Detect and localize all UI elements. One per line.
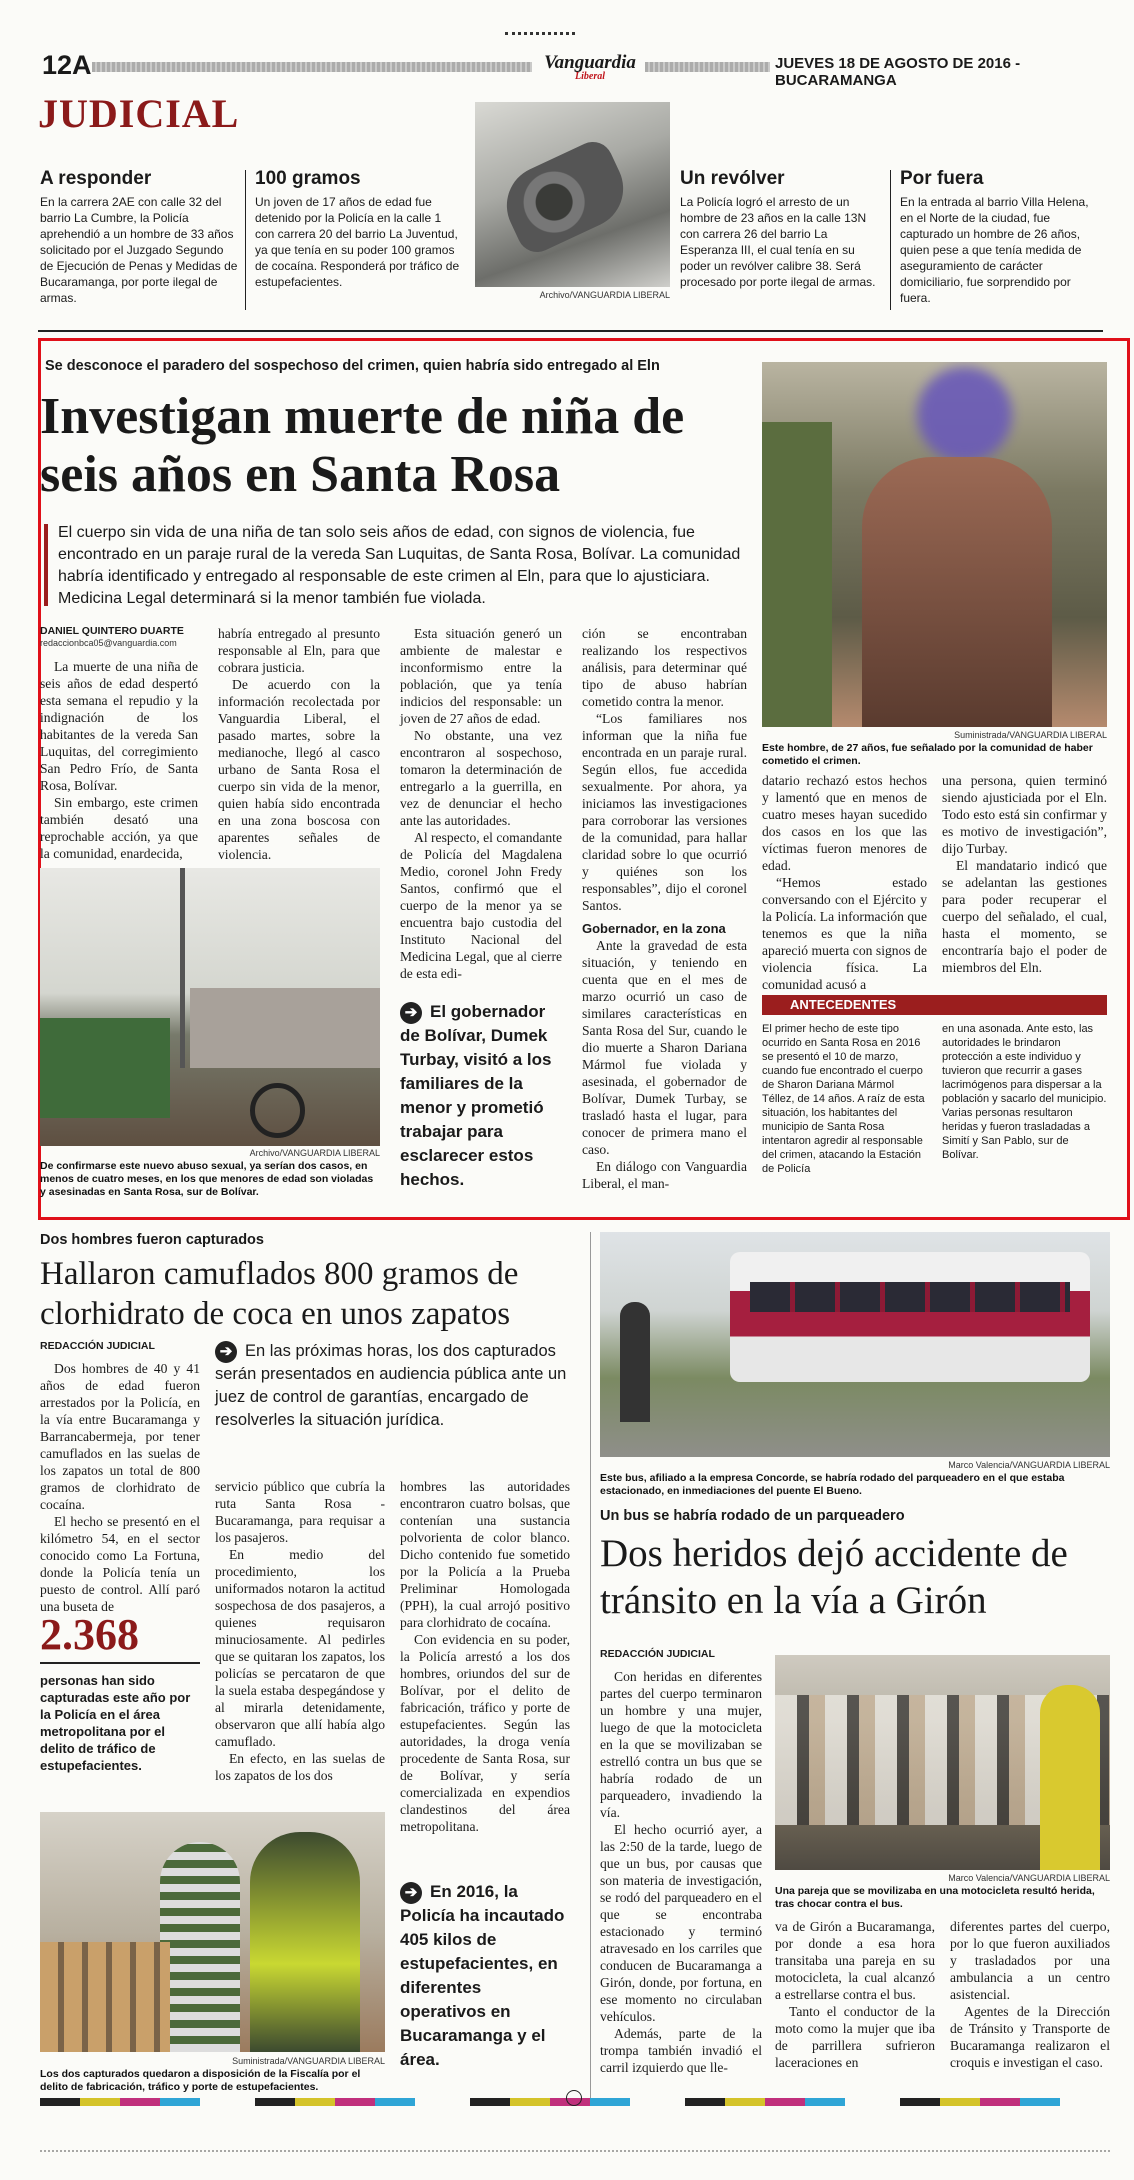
brief-photo-credit: Archivo/VANGUARDIA LIBERAL (539, 290, 670, 300)
masthead-sub: Liberal (575, 71, 605, 82)
paragraph: El hecho se presentó en el kilómetro 54, en el sector conocido como La Fortuna, donde la Policía tenía un puesto de control. Allí paró una buseta de (40, 1514, 200, 1614)
bus-photo (600, 1232, 1110, 1457)
revolver-shape (494, 135, 637, 258)
masthead-brand: Vanguardia (544, 52, 636, 73)
pole (180, 868, 185, 1068)
buildings (190, 988, 380, 1068)
paragraph: “Los familiares nos informan que la niña fue encontrada en un paraje rural. Según ellos, fue accedida sexualmente. Por ahora, ya iniciamos las investigaciones para corroborar las versiones de la comunidad, para hallar claridad sobre lo que ocurrió y quiénes son los responsables”, dijo el coronel Santos. (582, 711, 747, 913)
bus-windows (750, 1282, 1070, 1312)
article1-callout (400, 1000, 565, 1192)
crowd-photo-caption: Una pareja que se movilizaba en una motocicleta resultó herida, tras chocar contra el bus. (775, 1885, 1095, 1910)
article2-callout (400, 1880, 570, 2072)
paragraph: hombres las autoridades encontraron cuatro bolsas, que contenían una sustancia polvorienta de color blanco. Dicho contenido fue sometido por la Policía a la Prueba Preliminar Homologada (PPH), la cual arrojó positivo para clorhidrato de cocaína. (400, 1479, 570, 1630)
paragraph: Esta situación generó un ambiente de malestar e inconformismo entre la población, que ya tenía indicios del responsable: un joven de 27 años de edad. (400, 626, 562, 726)
paragraph: “Hemos estado conversando con el Ejército y la Policía. La información que tenemos es que la niña apareció muerta con signos de violencia física. La comunidad acusó a (762, 875, 927, 992)
brief-text: En la carrera 2AE con calle 32 del barrio La Cumbre, la Policía aprehendió a un hombre de 33 años solicitado por el Juzgado Segundo de Ejecución de Penas y Medidas de Bucaramanga, por porte ilegal de armas. (40, 195, 238, 305)
article1-kicker: Se desconoce el paradero del sospechoso del crimen, quien habría sido entregado al Eln (45, 358, 660, 374)
brief-text: Un joven de 17 años de edad fue detenido por la Policía en la calle 1 con carrera 20 del barrio La Juventud, ya que tenía en su poder 100 gramos de cocaína. Responderá por tráfico de estupefacientes. (255, 195, 460, 289)
column-divider (590, 1232, 591, 2102)
brief-divider (890, 170, 891, 310)
brief-title: Un revólver (680, 168, 785, 189)
brief-title: A responder (40, 168, 152, 189)
brief-title: 100 gramos (255, 168, 361, 189)
article1-email: redaccionbca05@vanguardia.com (40, 638, 177, 648)
brief-a-responder (40, 168, 240, 306)
arrow-icon: ➔ (400, 1882, 422, 1904)
crowd-photo-credit: Marco Valencia/VANGUARDIA LIBERAL (948, 1873, 1110, 1883)
callout-text: El gobernador de Bolívar, Dumek Turbay, visitó a los familiares de la menor y prometió trabajar para esclarecer estos hechos. (400, 1002, 552, 1189)
lead-text: En las próximas horas, los dos capturados serán presentados en audiencia pública ante un juez de control de garantías, encargado de resolverles la situación jurídica. (215, 1342, 567, 1429)
article1-col3 (400, 625, 562, 990)
suspect-photo-credit: Suministrada/VANGUARDIA LIBERAL (954, 730, 1107, 740)
suspect-photo (762, 362, 1107, 727)
article2-kicker: Dos hombres fueron capturados (40, 1232, 264, 1248)
revolver-photo (475, 102, 670, 287)
paragraph: habría entregado al presunto responsable al Eln, para que cobrara justicia. (218, 626, 380, 675)
paragraph: El mandatario indicó que se adelantan las gestiones para poder recuperar el cuerpo del señalado, el cual, hasta el momento, se encontraría bajo el poder de miembros del Eln. (942, 858, 1107, 975)
detainee (160, 1842, 240, 2052)
brief-divider (245, 170, 246, 310)
paragraph: una persona, quien terminó siendo ajusticiada por el Eln. Todo esto está sin confirmar y es motivo de investigación”, dijo Turbay. (942, 773, 1107, 856)
street-photo-caption: De confirmarse este nuevo abuso sexual, ya serían dos casos, en menos de cuatro meses, en los que menores de edad son violadas y asesinadas en Santa Rosa, sur de Bolívar. (40, 1160, 374, 1198)
brief-por-fuera (900, 168, 1100, 306)
paragraph: Tanto el conductor de la moto como la mujer que iba de parrillera sufrieron laceraciones en (775, 2004, 935, 2070)
article1-col5 (762, 772, 927, 992)
crop-marks (40, 2150, 1110, 2158)
bus (730, 1252, 1090, 1382)
paragraph: En medio del procedimiento, los uniformados notaron la actitud sospechosa de dos pasajeros, a quienes requisaron minuciosamente. Al pedirles que se quitaran los zapatos, los policías se percataron de que la suela estaba despegándose y al mirarla detenidamente, observaron que allí había algo camuflado. (215, 1547, 385, 1749)
bystander-left (762, 422, 832, 727)
article3-headline: Dos heridos dejó accidente de tránsito en la vía a Girón (600, 1532, 1068, 1622)
article1-headline: Investigan muerte de niña de seis años en Santa Rosa (40, 388, 685, 503)
paragraph: Con heridas en diferentes partes del cuerpo terminaron un hombre y una mujer, luego de que la motocicleta en la que se movilizaban se estrelló contra un bus que se habría rodado de un parqueadero, invadiendo la vía. (600, 1669, 762, 1820)
brief-title: Por fuera (900, 168, 984, 189)
article1-byline: DANIEL QUINTERO DUARTE (40, 625, 184, 637)
briefs-bottom-rule (38, 330, 1103, 332)
paragraph: diferentes partes del cuerpo, por lo que fueron auxiliados y trasladados por una ambulancia a un centro asistencial. (950, 1919, 1110, 2002)
evidence-table (40, 1942, 170, 2052)
article2-lead (215, 1340, 580, 1432)
captured-photo-credit: Suministrada/VANGUARDIA LIBERAL (232, 2056, 385, 2066)
motorcycle (250, 1083, 305, 1138)
paragraph: Con evidencia en su poder, la Policía arrestó a los dos hombres, oriundos del sur de Bolívar, por el delito de fabricación, tráfico y porte de estupefacientes. Según las autoridades, la droga venía procedente de Santa Rosa, sur de Bolívar, y sería comercializada en expendios clandestinos del área metropolitana. (400, 1632, 570, 1834)
article3-col1 (600, 1668, 762, 2093)
antecedentes-col1: El primer hecho de este tipo ocurrido en Santa Rosa en 2016 se presentó el 10 de marzo, cuando fue encontrado el cuerpo de Sharon Dariana Mármol Téllez, de 14 años. A raíz de esta situación, los habitantes del municipio de Santa Rosa intentaron agredir al responsable del crimen, atacando la Estación de Policía (762, 1023, 925, 1175)
street-photo (40, 868, 380, 1146)
paragraph: ción se encontraban realizando los respectivos análisis, para determinar qué tipo de abuso habrían cometido contra la menor. (582, 626, 747, 709)
paragraph: Dos hombres de 40 y 41 años de edad fueron arrestados por la Policía, en la vía entre Bucaramanga y Barrancabermeja, por tener camuflados en las suelas de los zapatos un total de 800 gramos de clorhidrato de cocaína. (40, 1361, 200, 1512)
arrow-icon: ➔ (215, 1341, 237, 1363)
article2-byline: REDACCIÓN JUDICIAL (40, 1340, 155, 1352)
subhead: Gobernador, en la zona (582, 921, 726, 936)
blurred-face (917, 367, 1012, 462)
brief-text: La Policía logró el arresto de un hombre de 23 años en la calle 13N con carrera 26 del barrio La Esperanza III, el cual tenía en su poder un revólver calibre 38. Será procesado por porte ilegal de armas. (680, 195, 876, 289)
masthead-logo (540, 54, 640, 82)
paragraph: Agentes de la Dirección de Tránsito y Transporte de Bucaramanga realizaron el croquis e investigan el caso. (950, 2004, 1110, 2070)
paragraph: Sin embargo, este crimen también desató una reprochable acción, ya que la comunidad, enardecida, (40, 795, 198, 861)
crowd-photo (775, 1655, 1110, 1870)
article2-col1 (40, 1360, 200, 1614)
article2-headline: Hallaron camuflados 800 gramos de clorhidrato de coca en unos zapatos (40, 1256, 519, 1332)
antecedentes-header (762, 995, 1107, 1015)
article2-col3 (400, 1478, 570, 1834)
date-line: JUEVES 18 DE AGOSTO DE 2016 - BUCARAMANGA (775, 55, 1021, 89)
article2-col2 (215, 1478, 385, 1800)
article3-col3 (950, 1918, 1110, 2093)
article1-lead-bar (44, 524, 48, 606)
paragraph: En diálogo con Vanguardia Liberal, el man- (582, 1159, 747, 1191)
section-title: JUDICIAL (38, 91, 240, 136)
bus-photo-credit: Marco Valencia/VANGUARDIA LIBERAL (948, 1460, 1110, 1470)
market-stall (40, 1018, 170, 1118)
article1-col4 (582, 625, 747, 1191)
page-number: 12A (42, 50, 92, 80)
article3-col2 (775, 1918, 935, 2093)
paragraph: De acuerdo con la información recolectada por Vanguardia Liberal, el pasado martes, sobre la medianoche, llegó al casco urbano de Santa Rosa el cuerpo sin vida de la menor, quien había sido encontrada en una zona boscosa con aparentes señales de violencia. (218, 677, 380, 862)
paragraph: En efecto, en las suelas de los zapatos de los dos (215, 1751, 385, 1783)
brief-text: En la entrada al barrio Villa Helena, en el Norte de la ciudad, fue capturado un hombre de 26 años, quien pese a que tenía medida de aseguramiento de carácter domiciliario, fue sorprendido por fuera. (900, 195, 1089, 305)
street-photo-credit: Archivo/VANGUARDIA LIBERAL (249, 1148, 380, 1158)
paragraph: Además, parte de la trompa también invadió el carril izquierdo que lle- (600, 2026, 762, 2075)
paragraph: El hecho ocurrió ayer, a las 2:50 de la tarde, luego de que un bus, por causas que son materia de investigación, se rodó del parqueadero en el que se encontraba estacionado y terminó atravesado en los carriles que conducen de Bucaramanga a Girón, donde, por fortuna, en ese momento no circulaban vehículos. (600, 1822, 762, 2024)
brief-100-gramos (255, 168, 460, 290)
antecedentes-title: ANTECEDENTES (790, 997, 897, 1012)
article1-col6 (942, 772, 1107, 987)
article1-col1 (40, 658, 198, 861)
paragraph: Ante la gravedad de esta situación, y teniendo en cuenta que en el mes de marzo ocurrió un caso de similares características en Santa Rosa del Sur, cuando le dio muerte a Sharon Dariana Mármol fue violada y asesinada, el gobernador de Bolívar, Dumek Turbay, se trasladó hasta el lugar, para conocer de primera mano el caso. (582, 938, 747, 1157)
paragraph: servicio público que cubría la ruta Santa Rosa - Bucaramanga, para requisar a los pasajeros. (215, 1479, 385, 1545)
paragraph: La muerte de una niña de seis años de edad despertó esta semana el repudio y la indignación de los habitantes de la vereda San Luquitas, del corregimiento San Pedro Frío, de Santa Rosa, Bolívar. (40, 659, 198, 793)
paragraph: No obstante, una vez encontraron al sospechoso, tomaron la determinación de entregarlo a la guerrilla, en vez de denunciar el hecho ante las autoridades. (400, 728, 562, 828)
paragraph: va de Girón a Bucaramanga, por donde a esa hora transitaba una pareja en su motocicleta, la cual alcanzó a estrellarse contra el bus. (775, 1919, 935, 2002)
registration-dots (505, 32, 575, 41)
article1-col2 (218, 625, 380, 860)
antecedentes-col2: en una asonada. Ante esto, las autoridades le brindaron protección a este individuo y tuvieron que recurrir a gases lacrimógenos para dispersar a la población y sacarlo del municipio. Varias personas resultaron heridas y fueron trasladadas a Simití y San Pablo, sur de Bolívar. (942, 1023, 1107, 1161)
stat-rule (40, 1662, 200, 1664)
article3-byline: REDACCIÓN JUDICIAL (600, 1648, 715, 1660)
brief-un-revolver (680, 168, 885, 290)
officer (250, 1832, 360, 2052)
arrow-icon: ➔ (400, 1002, 422, 1024)
bystander (620, 1302, 650, 1422)
stat-text: personas han sido capturadas este año por la Policía en el área metropolitana por el delito de tráfico de estupefacientes. (40, 1673, 191, 1773)
person-figure (862, 457, 1052, 727)
header-rule-left (92, 62, 532, 72)
paragraph: datario rechazó estos hechos y lamentó que en menos de cuatro meses hayan sucedido dos casos en los que las víctimas fueron menores de edad. (762, 773, 927, 873)
article3-kicker: Un bus se habría rodado de un parqueadero (600, 1508, 905, 1524)
callout-text: En 2016, la Policía ha incautado 405 kilos de estupefacientes, en diferentes operativos en Bucaramanga y el área. (400, 1882, 565, 2069)
yellow-shirt (1040, 1685, 1100, 1870)
bus-photo-caption: Este bus, afiliado a la empresa Concorde, se habría rodado del parqueadero en el que estaba estacionado, en inmediaciones del puente El Bueno. (600, 1472, 1065, 1497)
captured-photo-caption: Los dos capturados quedaron a disposición de la Fiscalía por el delito de fabricación, tráfico y porte de estupefacientes. (40, 2068, 361, 2093)
captured-photo (40, 1812, 385, 2052)
paragraph: Al respecto, el comandante de Policía del Magdalena Medio, coronel John Fredy Santos, confirmó que el cuerpo de la menor ya se encuentra bajo custodia del Instituto Nacional del Medicina Legal, que al cierre de esta edi- (400, 830, 562, 981)
registration-mark-icon (566, 2090, 582, 2106)
suspect-photo-caption: Este hombre, de 27 años, fue señalado por la comunidad de haber cometido el crimen. (762, 742, 1093, 767)
header-rule-right (645, 62, 770, 72)
article1-lead: El cuerpo sin vida de una niña de tan solo seis años de edad, con signos de violencia, fue encontrado en un paraje rural de la vereda San Luquitas, de Santa Rosa, Bolívar. La comunidad habría identificado y entregado al responsable de este crimen al Eln, para que lo ajusticiara. Medicina Legal determinará si la menor también fue violada. (58, 524, 741, 607)
stat-number: 2.368 (40, 1610, 139, 1659)
